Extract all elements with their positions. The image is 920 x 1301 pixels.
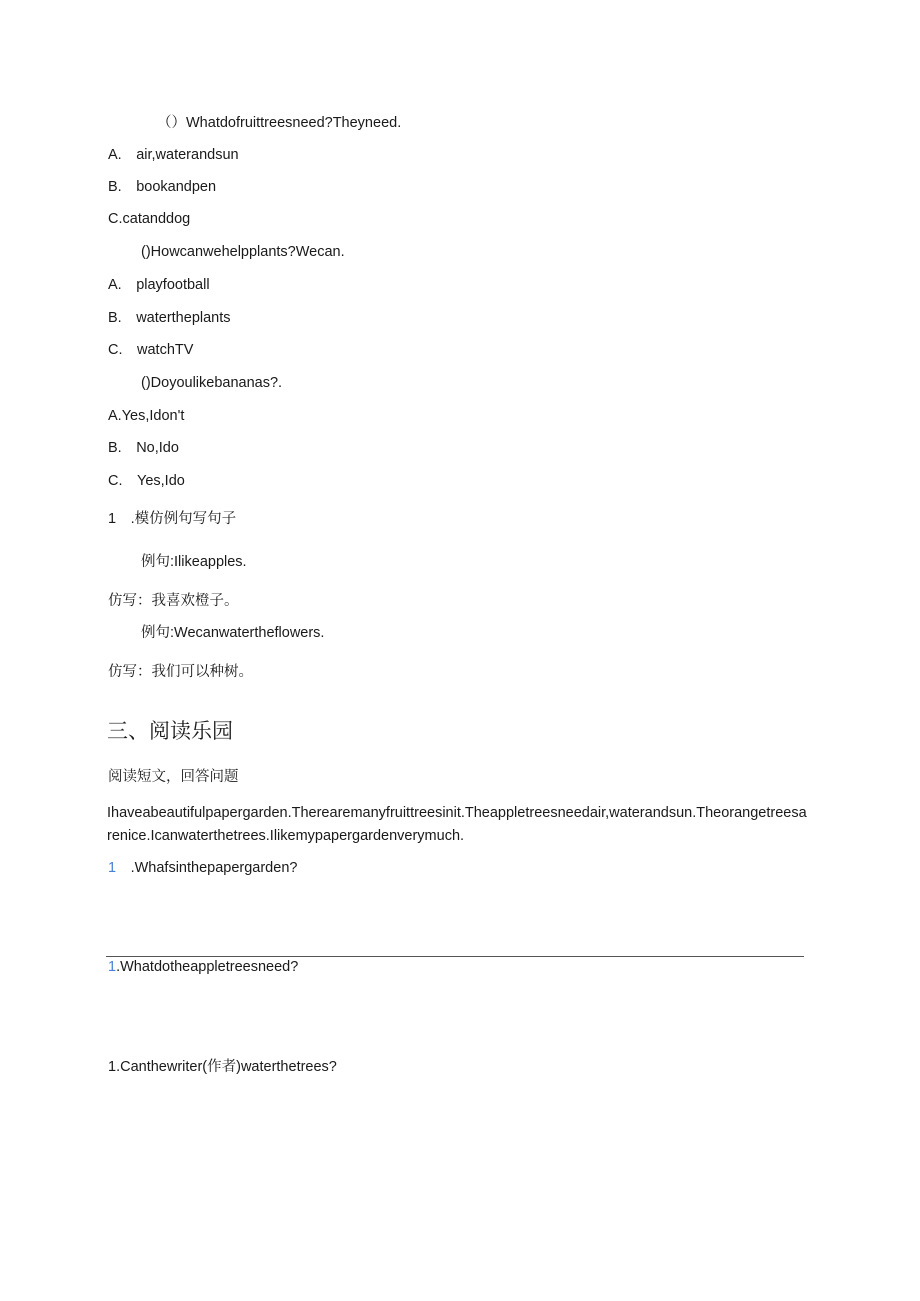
option-a: A. playfootball [108, 277, 210, 293]
example-sentence: 例句:Ilikeapples. [141, 554, 247, 570]
example-sentence: 例句:Wecanwatertheflowers. [141, 625, 325, 641]
question-stem: （）Whatdofruittreesneed?Theyneed. [157, 115, 402, 131]
question-number: 1 [108, 860, 117, 876]
option-b: B. watertheplants [108, 310, 231, 326]
question-number: 1 [108, 959, 117, 975]
reading-question [108, 858, 297, 878]
section-heading: 三、阅读乐园 [107, 720, 233, 743]
option-b: B. bookandpen [108, 179, 217, 195]
option-a: A. air,waterandsun [108, 147, 239, 163]
section-title: 1 .模仿例句写句子 [108, 511, 237, 527]
reading-question [108, 957, 298, 977]
question-stem: ()Howcanwehelpplants?Wecan. [141, 244, 345, 260]
imitation-prompt: 仿写：我们可以种树。 [108, 664, 253, 680]
option-c: C. watchTV [108, 342, 194, 358]
imitation-prompt: 仿写：我喜欢橙子。 [108, 593, 239, 609]
option-b: B. No,Ido [108, 440, 179, 456]
option-c: C.catanddog [108, 211, 191, 227]
question-stem: ()Doyoulikebananas?. [141, 375, 283, 391]
option-c: C. Yes,Ido [108, 473, 185, 489]
option-a: A.Yes,Idon't [108, 408, 185, 424]
question-text: .Whafsinthepapergarden? [116, 860, 298, 876]
reading-question [108, 1057, 337, 1077]
question-text: .Whatdotheappletreesneed? [116, 959, 299, 975]
question-text: 1.Canthewriter(作者)waterthetrees? [108, 1059, 337, 1075]
instruction: 阅读短文，回答问题 [108, 769, 239, 785]
reading-passage: Ihaveabeautifulpapergarden.Therearemanyfruittreesinit.Theappletreesneedair,waterandsun.Theorangetreesarenice.Icanwaterthetrees.Ilikemypapergardenverymuch. [107, 805, 807, 844]
